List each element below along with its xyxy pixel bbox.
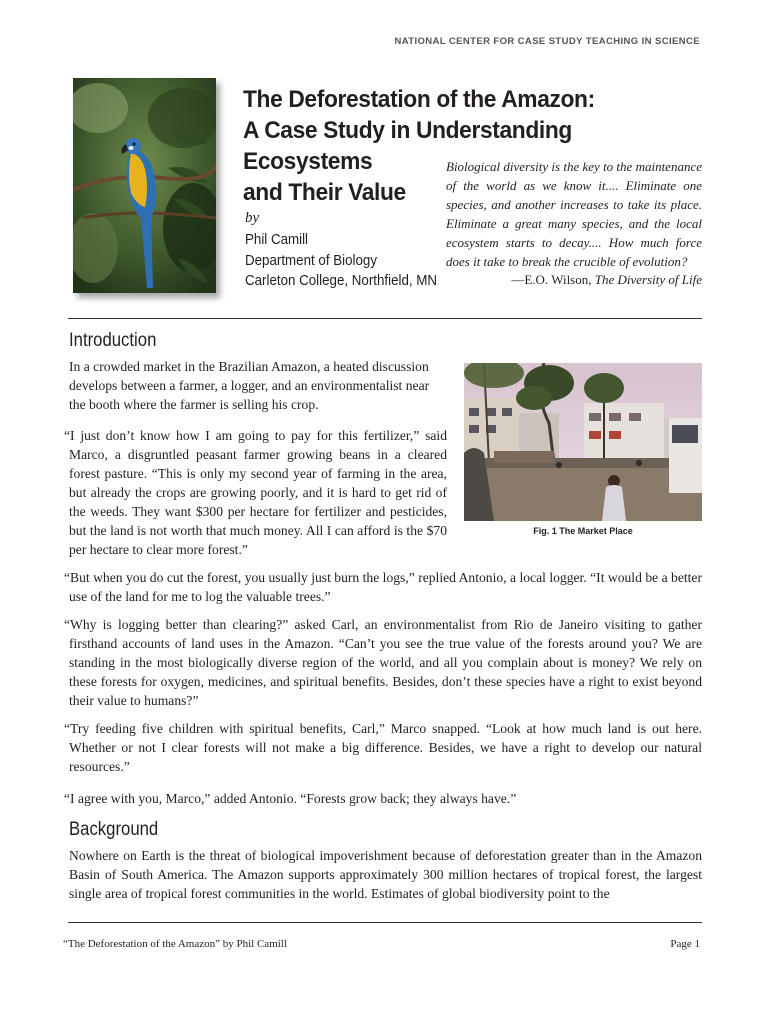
author-block <box>245 230 437 292</box>
title-line-2: A Case Study in Understanding Ecosystems <box>243 117 572 175</box>
epigraph-book: The Diversity of Life <box>594 272 702 287</box>
page-number: Page 1 <box>670 938 700 950</box>
intro-paragraph-4: “Why is logging better than clearing?” asked Carl, an environmentalist from Rio de Janeiro visiting to gather firsthand accounts of land uses in the Amazon. “Can’t you see the true value of the forests around you? We are standing in the most biologically diverse region of the world, and all you complain about is money? We rely on these forests for oxygen, medicines, and spiritual benefits. Besides, don’t these species have a right to exist beyond their value to humans?” <box>64 617 702 708</box>
intro-paragraph-3: “But when you do cut the forest, you usually just burn the logs,” replied Antonio, a local logger. “It would be a better use of the land for me to log the valuable trees.” <box>64 570 702 604</box>
market-place-photo <box>464 363 702 521</box>
author-institution: Carleton College, Northfield, MN <box>245 273 438 289</box>
title-line-1: The Deforestation of the Amazon: <box>243 86 595 113</box>
header-divider <box>68 318 702 319</box>
macaw-photo <box>73 78 216 293</box>
introduction-heading: Introduction <box>69 330 157 351</box>
author-department: Department of Biology <box>245 252 377 269</box>
figure-caption: Fig. 1 The Market Place <box>533 526 633 536</box>
epigraph-author: —E.O. Wilson, <box>511 272 595 287</box>
author-name: Phil Camill <box>245 232 309 248</box>
footer-divider <box>68 922 702 923</box>
byline-by: by <box>245 210 260 226</box>
title-line-3: and Their Value <box>243 179 406 206</box>
macaw-photo-image <box>73 78 216 293</box>
intro-paragraph-1: In a crowded market in the Brazilian Amazon, a heated discussion develops between a farmer, a logger, and an environmentalist near the booth where the farmer is selling his crop. <box>69 359 430 412</box>
market-place-image <box>464 363 702 521</box>
background-heading: Background <box>69 819 159 840</box>
footer-citation: “The Deforestation of the Amazon” by Phil Camill <box>63 938 287 950</box>
background-paragraph-1: Nowhere on Earth is the threat of biological impoverishment because of deforestation greater than in the Amazon Basin of South America. The Amazon supports approximately 300 million hectares of tropical forest, the largest single area of tropical forest communities in the world. Estimates of global biodiversity point to the <box>69 848 702 901</box>
intro-paragraph-5: “Try feeding five children with spiritual benefits, Carl,” Marco snapped. “Look at how much land is out here. Whether or not I clear forests will not make a big difference. Besides, we have a right to develop our natural resources.” <box>64 721 702 774</box>
intro-paragraph-2: “I just don’t know how I am going to pay for this fertilizer,” said Marco, a disgruntled peasant farmer growing beans in a cleared forest pasture. “This is only my second year of farming in the area, but already the crops are growing poorly, and it is hard to get rid of the weeds. They want $300 per hectare for fertilizer and pesticides, but the land is not worth that much money. All I can afford is the $70 per hectare to clear more forest.” <box>64 428 447 557</box>
epigraph-quote: Biological diversity is the key to the maintenance of the world as we know it.... Eliminate one species, and another increases to take its place. Eliminate a great many species, and the local ecosystem starts to decay.... How much force does it take to break the crucible of evolution? <box>446 159 702 269</box>
epigraph-attribution <box>511 272 702 288</box>
organization-header: NATIONAL CENTER FOR CASE STUDY TEACHING IN SCIENCE <box>394 36 700 47</box>
intro-paragraph-6: “I agree with you, Marco,” added Antonio. “Forests grow back; they always have.” <box>64 791 517 806</box>
